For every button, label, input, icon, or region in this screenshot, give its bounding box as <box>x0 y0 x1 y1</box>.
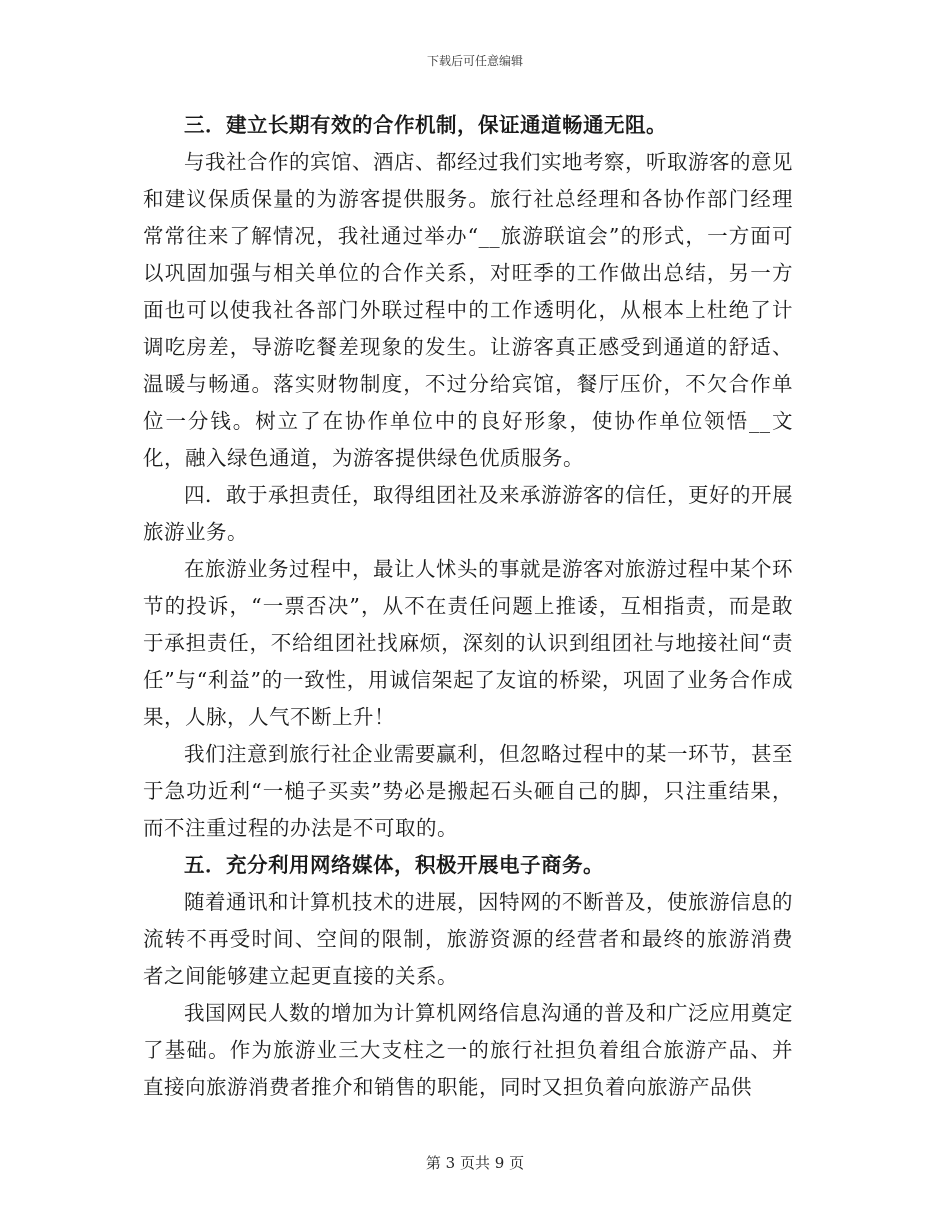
body-paragraph: 与我社合作的宾馆、酒店、都经过我们实地考察，听取游客的意见和建议保质保量的为游客提供服务。旅行社总经理和各协作部门经理常常往来了解情况，我社通过举办“__旅游联谊会”的形式，一方面可以巩固加强与相关单位的合作关系，对旺季的工作做出总结，另一方面也可以使我社各部门外联过程中的工作透明化，从根本上杜绝了计调吃房差，导游吃餐差现象的发生。让游客真正感受到通道的舒适、温暖与畅通。落实财物制度，不过分给宾馆，餐厅压价，不欠合作单位一分钱。树立了在协作单位中的良好形象，使协作单位领悟__文化，融入绿色通道，为游客提供绿色优质服务。 <box>143 150 793 470</box>
body-paragraph: 随着通讯和计算机技术的进展，因特网的不断普及，使旅游信息的流转不再受时间、空间的限制，旅游资源的经营者和最终的旅游消费者之间能够建立起更直接的关系。 <box>143 890 793 988</box>
page-footer: 第 3 页共 9 页 <box>425 1154 525 1172</box>
body-paragraph: 我们注意到旅行社企业需要赢利，但忽略过程中的某一环节，甚至于急功近利“一槌子买卖”势必是搬起石头砸自己的脚，只注重结果，而不注重过程的办法是不可取的。 <box>143 742 793 840</box>
document-body <box>143 107 793 1106</box>
body-paragraph: 在旅游业务过程中，最让人怵头的事就是游客对旅游过程中某个环节的投诉，“一票否决”，从不在责任问题上推诿，互相指责，而是敢于承担责任，不给组团社找麻烦，深刻的认识到组团社与地接社间“责任”与“利益”的一致性，用诚信架起了友谊的桥梁，巩固了业务合作成果，人脉，人气不断上升！ <box>143 557 793 729</box>
page-header: 下载后可任意编辑 <box>426 54 523 68</box>
section-heading-3: 三．建立长期有效的合作机制，保证通道畅通无阻。 <box>184 113 667 137</box>
body-paragraph: 我国网民人数的增加为计算机网络信息沟通的普及和广泛应用奠定了基础。作为旅游业三大支柱之一的旅行社担负着组合旅游产品、并直接向旅游消费者推介和销售的职能，同时又担负着向旅游产品供 <box>143 1001 793 1099</box>
section-heading-5: 五．充分利用网络媒体，积极开展电子商务。 <box>184 853 604 877</box>
section-heading-4: 四．敢于承担责任，取得组团社及来承游游客的信任，更好的开展旅游业务。 <box>143 483 793 544</box>
